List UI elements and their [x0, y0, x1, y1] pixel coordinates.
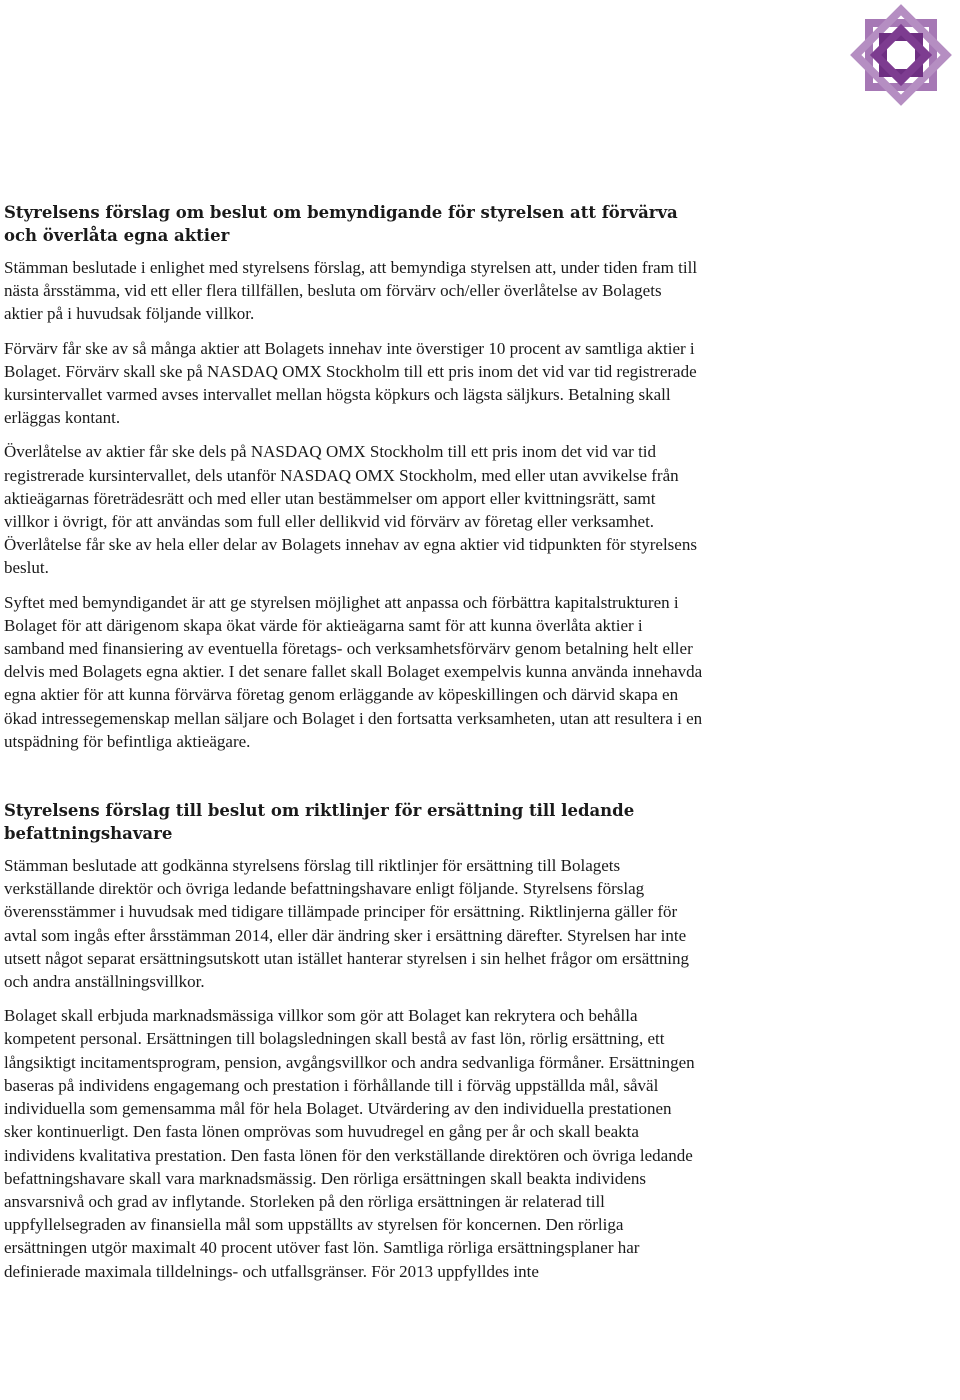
paragraph: Syftet med bemyndigandet är att ge styrelsen möjlighet att anpassa och förbättra kapitalstrukturen i Bolaget för att därigenom skapa ökat värde för aktieägarna samt för att kunna överlåta aktier i samband med finansiering av eventuella företags- och verksamhetsförvärv genom betalning helt eller delvis med Bolagets egna aktier. I det senare fallet skall Bolaget exempelvis kunna använda innehavda egna aktier för att kunna förvärva företag genom erläggande av köpeskillingen och därvid skapa en ökad intressegemenskap mellan säljare och Bolaget i den fortsatta verksamheten, utan att resultera i en utspädning för befintliga aktieägare. [4, 592, 703, 751]
document-body [4, 201, 704, 1294]
section-spacer [4, 764, 704, 799]
paragraph: Stämman beslutade att godkänna styrelsens förslag till riktlinjer för ersättning till Bolagets verkställande direktör och övriga ledande befattningshavare enligt följande. Styrelsens förslag överensstämmer i huvudsak med tidigare tillämpade principer för ersättning. Riktlinjerna gäller för avtal som ingås efter årsstämman 2014, eller där ändring sker i ersättning därefter. Styrelsen har inte utsett något separat ersättningsutskott utan istället hanterar styrelsen i sin helhet frågor om ersättning och andra anställningsvillkor. [4, 856, 690, 992]
paragraph: Stämman beslutade i enlighet med styrelsens förslag, att bemyndiga styrelsen att, under tiden fram till nästa årsstämma, vid ett eller flera tillfällen, besluta om förvärv och/eller överlåtelse av Bolagets aktier på i huvudsak följande villkor. [4, 258, 698, 324]
purple-octagram-star-logo-icon [848, 2, 954, 108]
paragraph: Förvärv får ske av så många aktier att Bolagets innehav inte överstiger 10 procent av samtliga aktier i Bolaget. Förvärv skall ske på NASDAQ OMX Stockholm till ett pris inom det vid var tid registrerade kursintervallet varmed avses intervallet mellan högsta köpkurs och lägsta säljkurs. Betalning skall erläggas kontant. [4, 338, 697, 428]
paragraph: Bolaget skall erbjuda marknadsmässiga villkor som gör att Bolaget kan rekrytera och behålla kompetent personal. Ersättningen till bolagsledningen skall bestå av fast lön, rörlig ersättning, ett långsiktigt incitamentsprogram, pension, avgångsvillkor och andra sedvanliga förmåner. Ersättningen baseras på individens engagemang och prestation i förhållande till i förväg uppställda mål, såväl individuella som gemensamma mål för hela Bolaget. Utvärdering av den individuella prestationen sker kontinuerligt. Den fasta lönen omprövas som huvudregel en gång per år och skall beakta individens kvalitativa prestation. Den fasta lönen för den verkställande direktören och övriga ledande befattningshavare skall vara marknadsmässig. Den rörliga ersättningen skall beakta individens ansvarsnivå och grad av inflytande. Storleken på den rörliga ersättningen är relaterad till uppfyllelsegraden av finansiella mål som uppställts av styrelsen för koncernen. Den rörliga ersättningen utgör maximalt 40 procent utöver fast lön. Samtliga rörliga ersättningsplaner har definierade maximala tilldelnings- och utfallsgränser. För 2013 uppfylldes inte [4, 1006, 695, 1281]
paragraph: Överlåtelse av aktier får ske dels på NASDAQ OMX Stockholm till ett pris inom det vid var tid registrerade kursintervallet, dels utanför NASDAQ OMX Stockholm, med eller utan avvikelse från aktieägarnas företrädesrätt och med eller utan bestämmelser om apport eller kvittningsrätt, samt villkor i övrigt, för att användas som full eller dellikvid vid förvärv av företag eller verksamhet. Överlåtelse får ske av hela eller delar av Bolagets innehav av egna aktier vid tidpunkten för styrelsens beslut. [4, 442, 697, 578]
section-heading-share-buyback: Styrelsens förslag om beslut om bemyndigande för styrelsen att förvärva och överlåta egna aktier [4, 203, 678, 245]
section-heading-remuneration-guidelines: Styrelsens förslag till beslut om riktlinjer för ersättning till ledande befattningshavare [4, 801, 635, 844]
